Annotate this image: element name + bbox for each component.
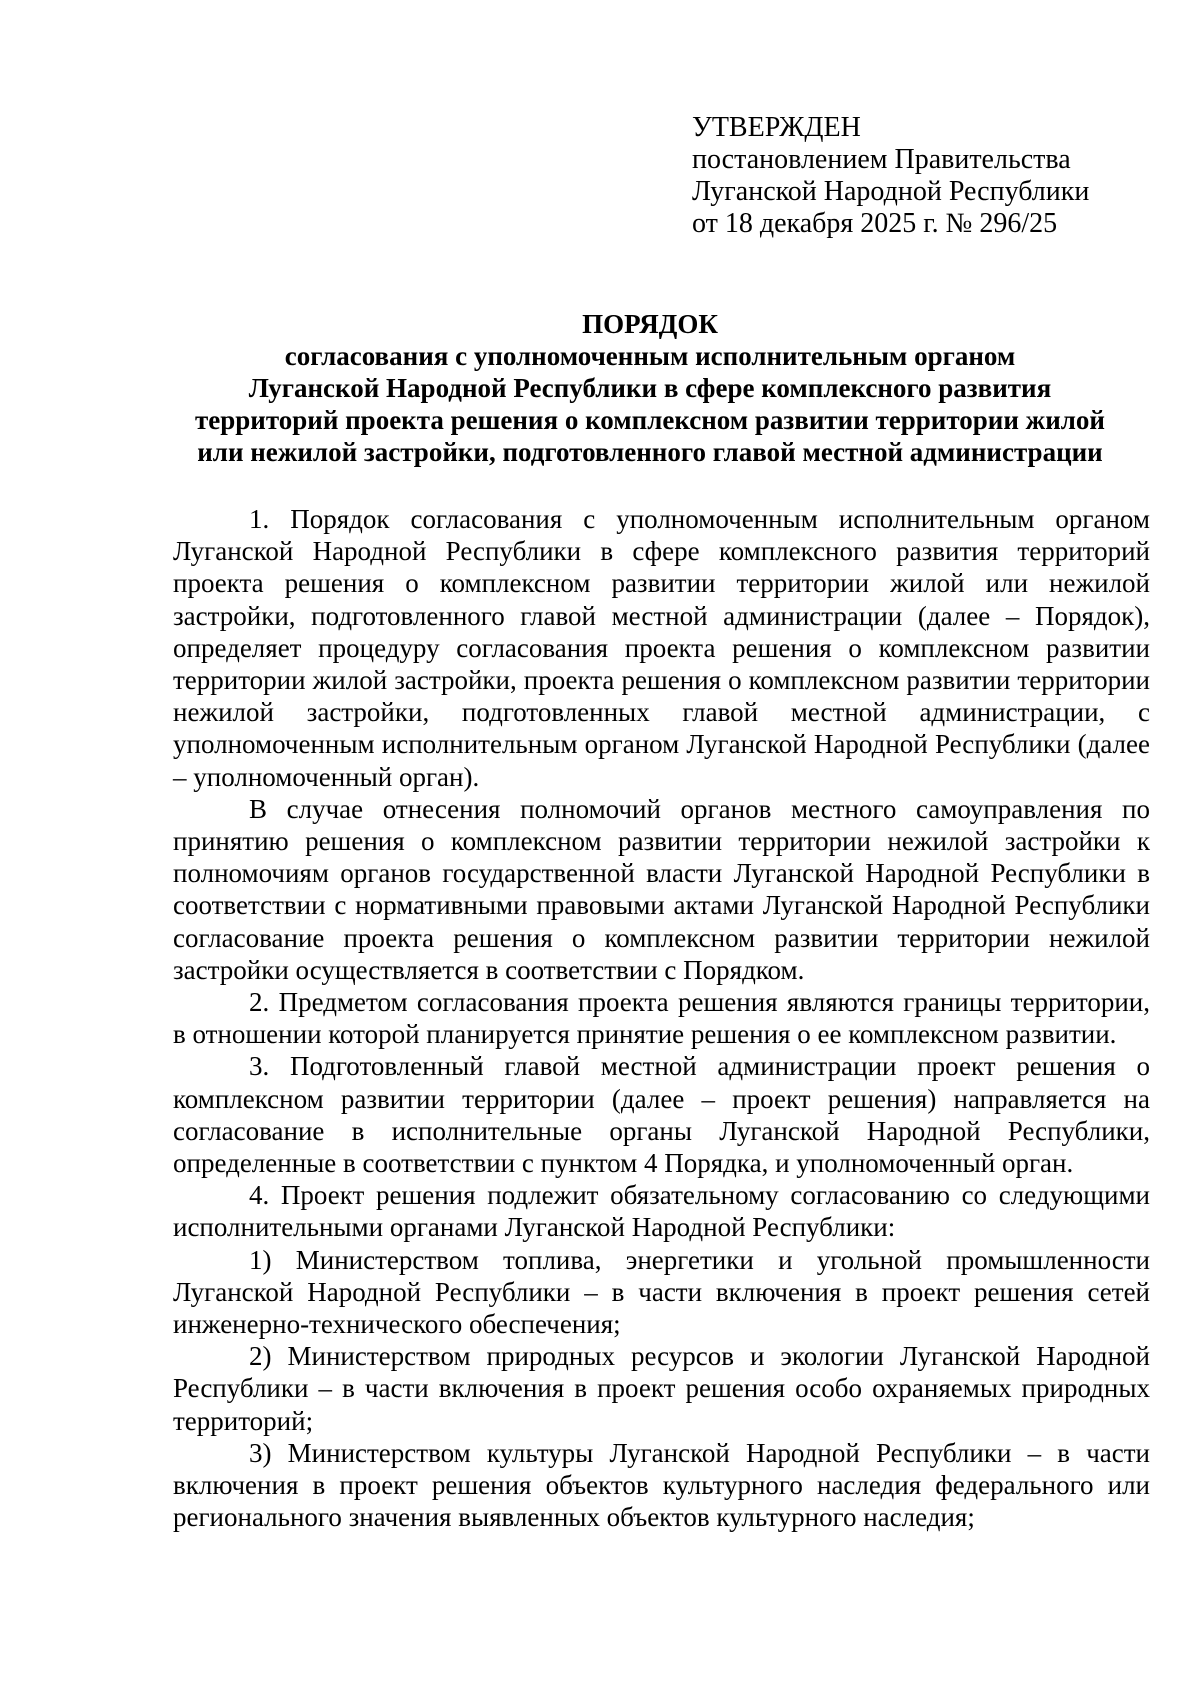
paragraph: 3) Министерством культуры Луганской Народной Республики – в части включения в проект решения объектов культурного наследия федерального или регионального значения выявленных объектов культурного наследия;	[173, 1437, 1150, 1533]
document-title	[150, 308, 1150, 468]
approval-title: УТВЕРЖДЕН	[692, 112, 861, 143]
approval-stamp	[692, 112, 1089, 240]
paragraph: 1. Порядок согласования с уполномоченным исполнительным органом Луганской Народной Республики в сфере комплексного развития территорий проекта решения о комплексном развитии территории жилой или нежилой застройки, подготовленного главой местной администрации (далее – Порядок), определяет процедуру согласования проекта решения о комплексном развитии территории жилой застройки, проекта решения о комплексном развитии территории нежилой застройки, подготовленных главой местной администрации, с уполномоченным исполнительным органом Луганской Народной Республики (далее – уполномоченный орган).	[173, 504, 1150, 792]
paragraph: 3. Подготовленный главой местной администрации проект решения о комплексном развитии территории (далее – проект решения) направляется на согласование в исполнительные органы Луганской Народной Республики, определенные в соответствии с пунктом 4 Порядка, и уполномоченный орган.	[173, 1051, 1150, 1179]
paragraph: В случае отнесения полномочий органов местного самоуправления по принятию решения о комплексном развитии территории нежилой застройки к полномочиям органов государственной власти Луганской Народной Республики в соответствии с нормативными правовыми актами Луганской Народной Республики согласование проекта решения о комплексном развитии территории нежилой застройки осуществляется в соответствии с Порядком.	[173, 793, 1150, 985]
approval-date-number: от 18 декабря 2025 г. № 296/25	[692, 208, 1058, 239]
paragraph: 2. Предметом согласования проекта решения являются границы территории, в отношении которой планируется принятие решения о ее комплексном развитии.	[173, 987, 1150, 1050]
approval-issuer: Луганской Народной Республики	[692, 176, 1090, 207]
title-line: территорий проекта решения о комплексном развитии территории жилой	[195, 405, 1105, 435]
title-line: или нежилой застройки, подготовленного главой местной администрации	[197, 437, 1103, 467]
title-line: Луганской Народной Республики в сфере комплексного развития	[248, 373, 1052, 403]
title-heading: ПОРЯДОК	[582, 309, 718, 339]
title-line: согласования с уполномоченным исполнительным органом	[284, 341, 1016, 371]
paragraph: 4. Проект решения подлежит обязательному согласованию со следующими исполнительными органами Луганской Народной Республики:	[173, 1180, 1150, 1243]
paragraph: 2) Министерством природных ресурсов и экологии Луганской Народной Республики – в части включения в проект решения особо охраняемых природных территорий;	[173, 1341, 1150, 1436]
paragraph: 1) Министерством топлива, энергетики и угольной промышленности Луганской Народной Республики – в части включения в проект решения сетей инженерно-технического обеспечения;	[173, 1244, 1150, 1340]
approval-resolution: постановлением Правительства	[692, 144, 1071, 175]
document-body	[173, 503, 1150, 1534]
